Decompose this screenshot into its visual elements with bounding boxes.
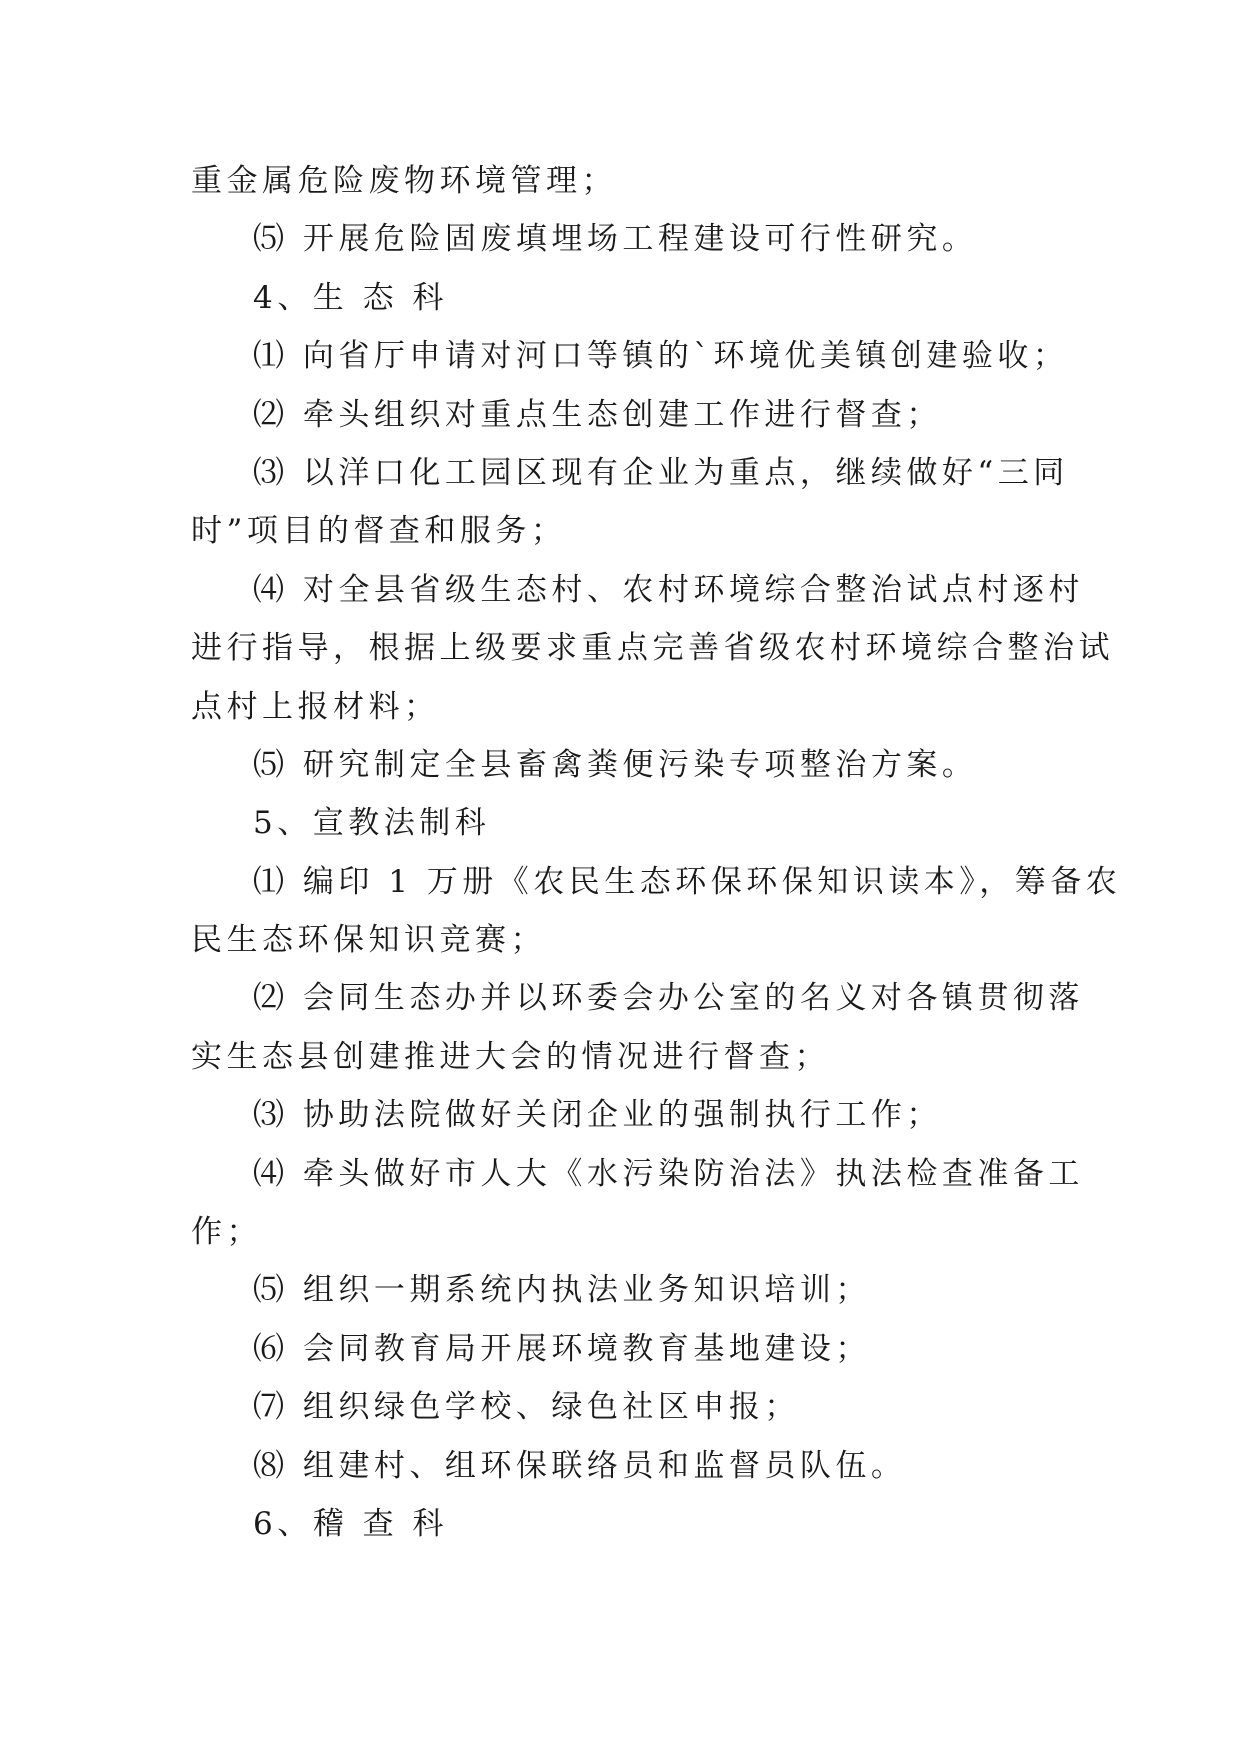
- text-line: ⑸ 开展危险固废填埋场工程建设可行性研究。: [253, 221, 978, 258]
- text-line: 重金属危险废物环境管理；: [191, 163, 617, 199]
- text-line: ⑷ 对全县省级生态村、农村环境综合整治试点村逐村: [253, 571, 1084, 608]
- text-line: 进行指导，根据上级要求重点完善省级农村环境综合整治试: [191, 630, 1114, 667]
- text-line: 作；: [191, 1214, 262, 1251]
- text-line: ⑷ 牵头做好市人大《水污染防治法》执法检查准备工: [253, 1155, 1084, 1192]
- text-line: ⑴ 向省厅申请对河口等镇的`环境优美镇创建验收；: [253, 338, 1069, 375]
- text-line: ⑸ 研究制定全县畜禽粪便污染专项整治方案。: [253, 746, 978, 783]
- text-line: ⑴ 编印 1 万册《农民生态环保环保知识读本》，筹备农: [253, 863, 1122, 900]
- section-heading: 4、生 态 科: [253, 279, 448, 316]
- text-line: ⑺ 组织绿色学校、绿色社区申报；: [253, 1389, 800, 1426]
- section-heading: 5、宣教法制科: [253, 805, 491, 842]
- text-line: ⑶ 协助法院做好关闭企业的强制执行工作；: [253, 1097, 942, 1134]
- section-heading: 6、稽 查 科: [253, 1505, 448, 1542]
- text-line: 实生态县创建推进大会的情况进行督查；: [191, 1038, 830, 1075]
- text-line: ⑶ 以洋口化工园区现有企业为重点，继续做好“三同: [253, 454, 1069, 491]
- text-line: 时”项目的督查和服务；: [191, 513, 567, 550]
- text-line: 点村上报材料；: [191, 688, 440, 725]
- text-line: ⑵ 牵头组织对重点生态创建工作进行督查；: [253, 396, 942, 433]
- text-line: ⑵ 会同生态办并以环委会办公室的名义对各镇贯彻落: [253, 980, 1084, 1017]
- text-line: ⑸ 组织一期系统内执法业务知识培训；: [253, 1272, 871, 1309]
- text-line: ⑹ 会同教育局开展环境教育基地建设；: [253, 1330, 871, 1367]
- text-line: ⑻ 组建村、组环保联络员和监督员队伍。: [253, 1447, 907, 1484]
- document-body: [191, 152, 1122, 1553]
- text-line: 民生态环保知识竞赛；: [191, 922, 546, 959]
